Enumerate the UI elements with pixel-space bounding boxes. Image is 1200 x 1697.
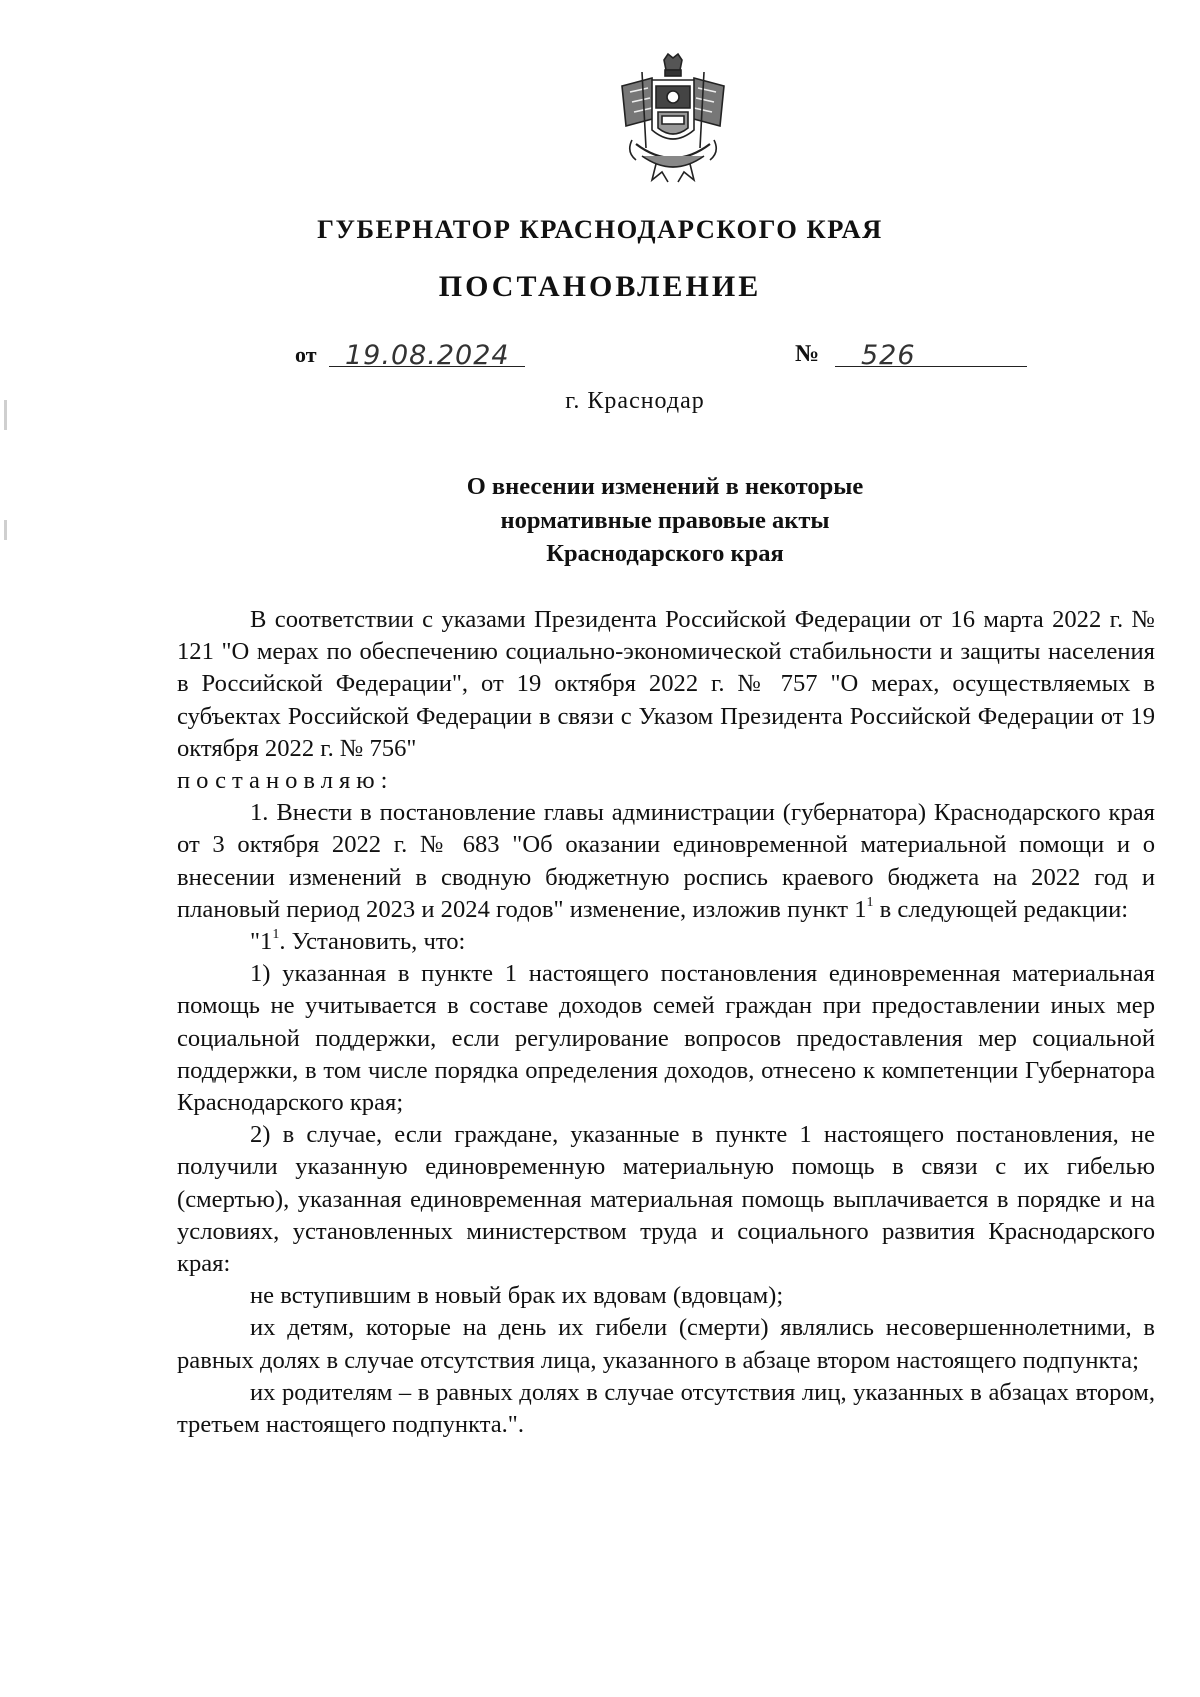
date-label: от: [295, 342, 317, 367]
preamble-paragraph: В соответствии с указами Президента Российской Федерации от 16 марта 2022 г. № 121 "О мерах по обеспечению социально-экономической стабильности и защиты населения в Российской Федерации", от 19 октября 2022 г. № 757 "О мерах, осуществляемых в субъектах Российской Федерации в связи с Указом Президента Российской Федерации от 19 октября 2022 г. № 756": [177, 606, 1155, 762]
quote-superscript: 1: [272, 927, 280, 943]
subitem-2-paragraph: 2) в случае, если граждане, указанные в пункте 1 настоящего постановления, не получили указанную единовременную материальную помощь в связи с их гибелью (смертью), указанная единовременная материальная помощь выплачивается в порядке и на условиях, установленных министерством труда и социального развития Краснодарского края:: [177, 1121, 1155, 1278]
coat-of-arms-icon: [612, 52, 734, 184]
item-1-text: 1. Внести в постановление главы администрации (губернатора) Краснодарского края от 3 октября 2022 г. № 683 "Об оказании единовременной материальной помощи и о внесении изменений в сводную бюджетную роспись краевого бюджета на 2022 год и плановый период 2023 и 2024 годов" изменение, изложив пункт 1: [177, 799, 1155, 923]
decree-word: постановляю:: [177, 767, 394, 795]
organization-heading: ГУБЕРНАТОР КРАСНОДАРСКОГО КРАЯ: [317, 214, 883, 244]
city-line: г. Краснодар: [565, 388, 705, 414]
subitem-2-a-paragraph: не вступившим в новый брак их вдовам (вдовцам);: [250, 1282, 784, 1310]
subitem-2-c-paragraph: их родителям – в равных долях в случае отсутствия лиц, указанных в абзацах втором, третьем настоящего подпункта.".: [177, 1378, 1155, 1439]
document-body: [177, 604, 1155, 1441]
item-1-tail: в следующей редакции:: [873, 895, 1129, 923]
quote-start-paragraph: [177, 926, 1155, 958]
quote-start: "1: [250, 928, 273, 956]
item-1-superscript: 1: [866, 894, 874, 910]
number-field: [795, 333, 1035, 373]
date-field: [295, 333, 535, 373]
title-line: О внесении изменений в некоторые: [466, 473, 864, 500]
number-label: №: [795, 341, 820, 367]
subitem-2-b-paragraph: их детям, которые на день их гибели (смерти) являлись несовершеннолетними, в равных долях в случае отсутствия лица, указанного в абзаце втором настоящего подпункта;: [177, 1314, 1155, 1374]
quote-tail: . Установить, что:: [279, 928, 466, 956]
item-1-paragraph: [177, 797, 1155, 926]
document-type-heading: ПОСТАНОВЛЕНИЕ: [438, 270, 762, 303]
scan-margin-mark: [4, 520, 7, 540]
date-value: 19.08.2024: [345, 340, 510, 371]
number-value: 526: [861, 340, 916, 371]
document-title: [300, 470, 1030, 571]
title-line: нормативные правовые акты: [500, 506, 830, 534]
title-line: Краснодарского края: [546, 540, 784, 567]
subitem-1-paragraph: 1) указанная в пункте 1 настоящего постановления единовременная материальная помощь не учитывается в составе доходов семей граждан при предоставлении иных мер социальной поддержки, если регулирование вопросов предоставления мер социальной поддержки, в том числе порядка определения доходов, отнесено к компетенции Губернатора Краснодарского края;: [177, 960, 1155, 1117]
